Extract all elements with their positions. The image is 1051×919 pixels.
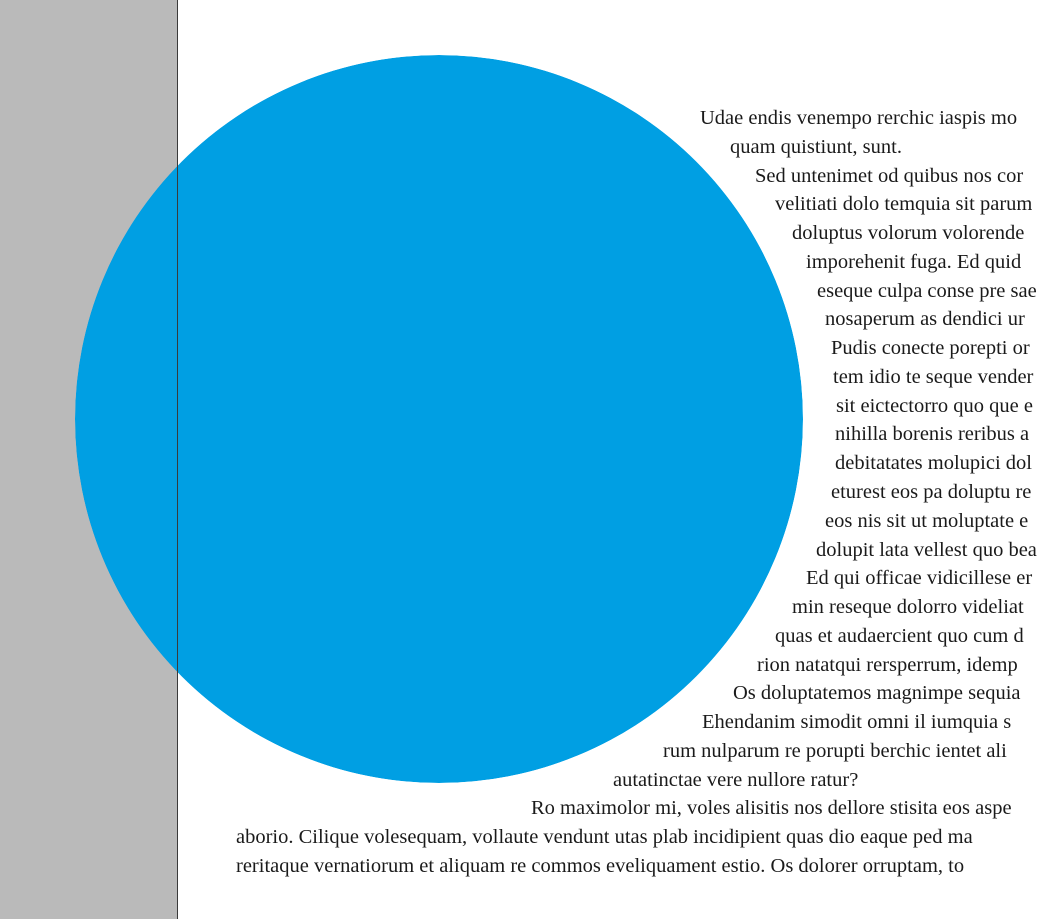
text-line: min reseque dolorro videliat (792, 596, 1024, 619)
text-line: doluptus volorum volorende (792, 222, 1025, 245)
text-line: aborio. Cilique volesequam, vollaute vendunt utas plab incidipient quas dio eaque ped ma (236, 826, 973, 849)
text-line: reritaque vernatiorum et aliquam re commos eveliquament estio. Os dolorer orruptam, to (236, 855, 965, 878)
text-line: Ed qui officae vidicillese er (806, 567, 1033, 590)
text-line: eseque culpa conse pre sae (817, 279, 1037, 302)
blue-circle-shape (75, 55, 803, 783)
text-line: debitatates molupici dol (835, 452, 1032, 475)
text-line: rum nulparum re porupti berchic ientet ali (663, 739, 1007, 762)
text-line: eos nis sit ut moluptate e (825, 509, 1029, 532)
blue-circle (75, 55, 803, 783)
text-line: Sed untenimet od quibus nos cor (755, 164, 1024, 187)
text-line: Ehendanim simodit omni il iumquia s (702, 711, 1012, 734)
text-line: quas et audaercient quo cum d (775, 624, 1024, 647)
text-line: dolupit lata vellest quo bea (816, 538, 1037, 561)
text-line: rion natatqui rersperrum, idemp (757, 653, 1018, 676)
text-line: nihilla borenis reribus a (835, 423, 1030, 446)
text-line: Os doluptatemos magnimpe sequia (733, 682, 1021, 705)
panel-divider (177, 0, 178, 919)
text-line: quam quistiunt, sunt. (730, 135, 902, 158)
text-line: velitiati dolo temquia sit parum (775, 193, 1033, 216)
text-line: tem idio te seque vender (833, 365, 1034, 388)
text-line: sit eictectorro quo que e (836, 394, 1033, 417)
text-line: nosaperum as dendici ur (825, 308, 1025, 331)
text-line: imporehenit fuga. Ed quid (806, 250, 1022, 273)
text-line: autatinctae vere nullore ratur? (613, 768, 859, 791)
text-line: Pudis conecte porepti or (831, 337, 1030, 360)
text-line: Udae endis venempo rerchic iaspis mo (700, 107, 1018, 129)
text-line: eturest eos pa doluptu re (831, 481, 1032, 503)
text-line: Ro maximolor mi, voles alisitis nos dellore stisita eos aspe (531, 797, 1012, 820)
